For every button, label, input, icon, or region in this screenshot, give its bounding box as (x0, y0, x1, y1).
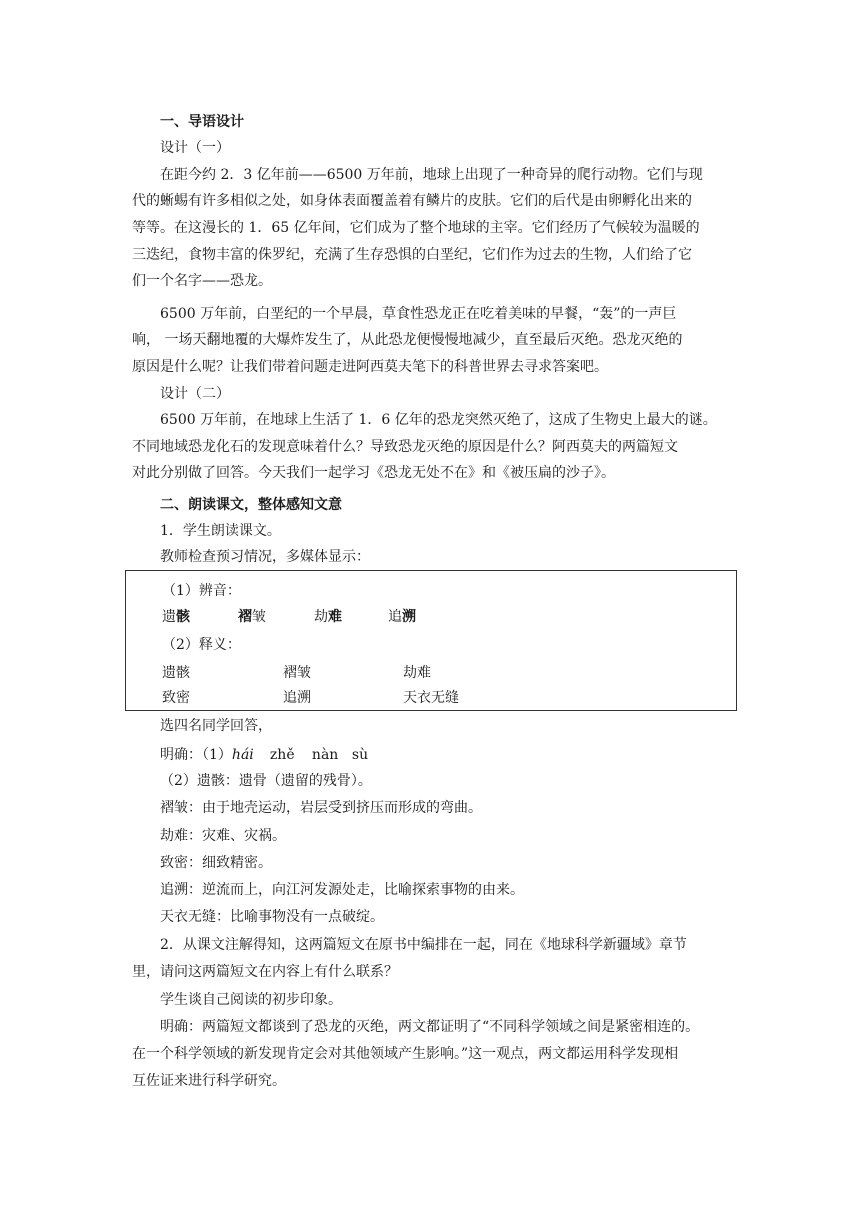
pinyin-term: 褶皱 (238, 609, 266, 625)
definition-line: （2）遗骸：遗骨（遗留的残骨）。 (160, 773, 372, 789)
paragraph-line: 在距今约 2．3 亿年前——6500 万年前，地球上出现了一种奇异的爬行动物。它们与现 (160, 167, 703, 183)
list-item: 2．从课文注解得知，这两篇短文在原书中编排在一起，同在《地球科学新疆域》章节 (160, 937, 687, 953)
paragraph-line: 在一个科学领域的新发现肯定会对其他领域产生影响。”这一观点，两文都运用科学发现相 (132, 1046, 679, 1062)
multimedia-box (125, 570, 737, 711)
definition-line: 天衣无缝：比喻事物没有一点破绽。 (160, 909, 384, 925)
pinyin-term: 遗骸 (162, 609, 190, 625)
definition-line: 褶皱：由于地壳运动，岩层受到挤压而形成的弯曲。 (160, 800, 482, 816)
paragraph-line: 三迭纪，食物丰富的侏罗纪，充满了生存恐惧的白垩纪，它们作为过去的生物，人们给了它 (132, 247, 692, 263)
list-item: 1．学生朗读课文。 (160, 523, 281, 539)
paragraph-line: 互佐证来进行科学研究。 (132, 1073, 286, 1089)
meaning-term: 褶皱 (283, 665, 311, 681)
paragraph-line: 6500 万年前，在地球上生活了 1．6 亿年的恐龙突然灭绝了，这成了生物史上最大的谜。 (160, 412, 717, 428)
paragraph-line: 选四名同学回答， (160, 718, 272, 734)
section1-heading: 一、导语设计 (160, 114, 244, 130)
paragraph-line: 们一个名字——恐龙。 (132, 273, 272, 289)
meaning-term: 追溯 (283, 690, 311, 706)
meaning-label: （2）释义： (162, 637, 241, 653)
paragraph-line: 不同地域恐龙化石的发现意味着什么？导致恐龙灭绝的原因是什么？阿西莫夫的两篇短文 (132, 439, 678, 455)
definition-line: 追溯：逆流而上，向江河发源处走，比喻探索事物的由来。 (160, 882, 524, 898)
answer-label: 明确：（1） (160, 747, 232, 763)
paragraph-line: 学生谈自己阅读的初步印象。 (160, 992, 342, 1008)
paragraph-line: 对此分别做了回答。今天我们一起学习《恐龙无处不在》和《被压扁的沙子》。 (132, 465, 615, 481)
design2-label: 设计（二） (160, 386, 230, 402)
paragraph-line: 原因是什么呢？让我们带着问题走进阿西莫夫笔下的科普世界去寻求答案吧。 (132, 359, 608, 375)
design1-label: 设计（一） (160, 140, 230, 156)
pinyin-label: （1）辨音： (162, 583, 241, 599)
meaning-term: 劫难 (403, 665, 431, 681)
paragraph-line: 等等。在这漫长的 1．65 亿年间，它们成为了整个地球的主宰。它们经历了气候较为温暖的 (132, 220, 700, 236)
pinyin-answer: nàn (311, 747, 339, 763)
definition-line: 致密：细致精密。 (160, 855, 272, 871)
meaning-term: 致密 (162, 690, 190, 706)
pinyin-answer: sù (351, 747, 369, 763)
meaning-term: 天衣无缝 (403, 690, 459, 706)
section2-heading: 二、朗读课文，整体感知文意 (160, 497, 342, 513)
pinyin-answer: hái (231, 747, 254, 763)
paragraph-line: 响， 一场天翻地覆的大爆炸发生了，从此恐龙便慢慢地减少，直至最后灭绝。恐龙灭绝的 (132, 332, 683, 348)
paragraph-line: 里，请问这两篇短文在内容上有什么联系？ (132, 964, 398, 980)
paragraph-line: 6500 万年前，白垩纪的一个早晨，草食性恐龙正在吃着美味的早餐，“轰”的一声巨 (160, 306, 677, 322)
paragraph-line: 代的蜥蜴有许多相似之处，如身体表面覆盖着有鳞片的皮肤。它们的后代是由卵孵化出来的 (132, 193, 692, 209)
pinyin-answer: zhě (269, 747, 295, 763)
definition-line: 劫难：灾难、灾祸。 (160, 828, 286, 844)
pinyin-term: 追溯 (388, 609, 416, 625)
answer-line (160, 745, 368, 765)
paragraph-line: 明确：两篇短文都谈到了恐龙的灭绝，两文都证明了“不同科学领域之间是紧密相连的。 (160, 1019, 700, 1035)
pinyin-term: 劫难 (314, 609, 342, 625)
meaning-term: 遗骸 (162, 665, 190, 681)
paragraph-line: 教师检查预习情况，多媒体显示： (160, 549, 370, 565)
